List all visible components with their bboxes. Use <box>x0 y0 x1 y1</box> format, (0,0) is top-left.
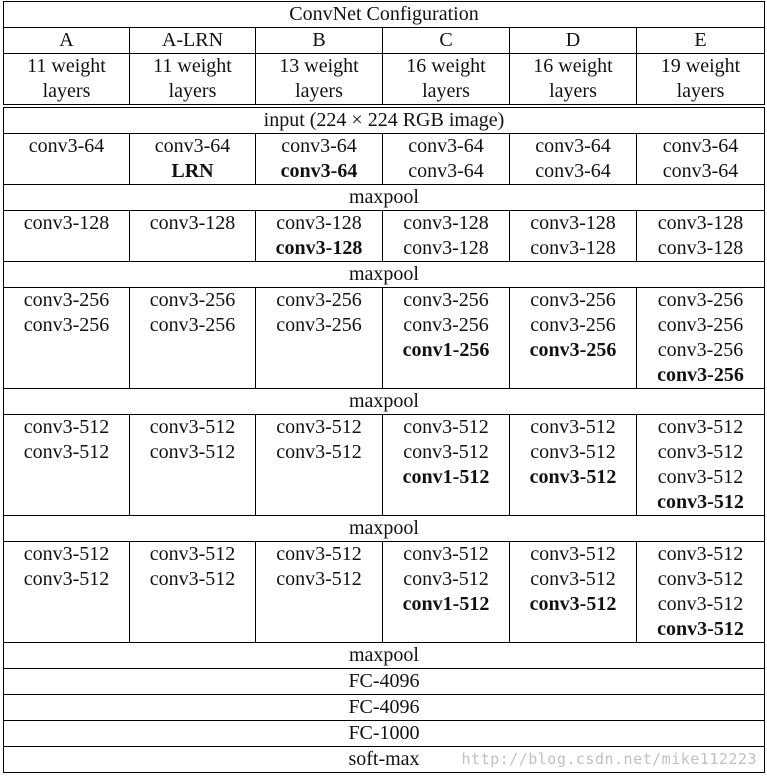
layer-line: conv3-512 <box>276 416 362 438</box>
title-row <box>4 2 765 28</box>
conv-block-row <box>4 415 765 516</box>
layer-line: conv3-512 <box>23 416 110 438</box>
layer-line: conv3-512 <box>403 416 489 438</box>
layer-cell <box>383 415 510 516</box>
layer-line: conv3-128 <box>403 212 489 234</box>
layer-line: conv3-256 <box>530 289 616 311</box>
tail-layer: FC-4096 <box>4 669 765 695</box>
column-name: C <box>383 28 510 54</box>
column-name: A <box>4 28 130 54</box>
layer-line: conv3-512 <box>657 593 744 615</box>
layer-cell <box>510 542 637 643</box>
layer-cell <box>637 415 765 516</box>
maxpool-layer-row <box>4 185 765 211</box>
depth-line: layers <box>549 80 597 102</box>
layer-line: conv3-256 <box>530 314 616 336</box>
table-title: ConvNet Configuration <box>4 2 765 28</box>
layer-line: conv3-512 <box>149 441 236 463</box>
layer-cell <box>383 288 510 389</box>
layer-cell <box>130 134 256 185</box>
layer-cell <box>510 415 637 516</box>
layer-cell <box>256 211 383 262</box>
layer-line: conv3-512 <box>23 441 110 463</box>
layer-line: conv3-512 <box>657 568 744 590</box>
layer-line: conv3-512 <box>657 618 744 640</box>
layer-cell <box>4 134 130 185</box>
depth-line: 16 weight <box>406 55 486 77</box>
layer-cell <box>510 288 637 389</box>
layer-line: conv3-64 <box>535 160 611 182</box>
depth-line: layers <box>676 80 725 102</box>
maxpool-layer: maxpool <box>4 185 765 211</box>
layer-line: conv3-256 <box>23 289 110 311</box>
depth-line: 11 weight <box>27 55 106 77</box>
layer-line: conv3-512 <box>529 593 617 615</box>
layer-line: conv3-512 <box>657 441 744 463</box>
layer-line: conv3-256 <box>657 314 744 336</box>
layer-line: conv3-512 <box>530 416 616 438</box>
layer-line: conv3-256 <box>276 289 362 311</box>
layer-cell <box>130 542 256 643</box>
column-name: D <box>510 28 637 54</box>
layer-line: conv3-128 <box>23 212 110 234</box>
maxpool-layer: maxpool <box>4 389 765 415</box>
layer-line: conv3-256 <box>657 339 744 361</box>
layer-line: conv3-64 <box>154 135 231 157</box>
conv-block-row <box>4 211 765 262</box>
layer-line: conv3-256 <box>276 314 362 336</box>
layer-line: conv3-256 <box>403 289 489 311</box>
layer-line: conv3-256 <box>149 289 236 311</box>
layer-cell <box>637 288 765 389</box>
layer-cell <box>4 288 130 389</box>
layer-cell <box>256 542 383 643</box>
layer-line: conv3-512 <box>530 441 616 463</box>
layer-cell <box>383 542 510 643</box>
layer-cell <box>256 288 383 389</box>
layer-line: conv3-512 <box>23 543 110 565</box>
layer-line: conv3-512 <box>149 416 236 438</box>
input-layer: input (224 × 224 RGB image) <box>4 106 765 134</box>
layer-line: conv3-128 <box>530 212 616 234</box>
maxpool-layer-row <box>4 262 765 288</box>
column-depth <box>637 54 765 107</box>
column-name: E <box>637 28 765 54</box>
maxpool-layer-row <box>4 516 765 542</box>
layer-line: conv1-512 <box>402 593 490 615</box>
layer-line: conv3-512 <box>657 491 744 513</box>
layer-line: conv3-512 <box>657 466 744 488</box>
layer-line: conv3-256 <box>657 289 744 311</box>
tail-layer-row <box>4 669 765 695</box>
tail-layer: soft-max <box>4 747 765 773</box>
layer-cell <box>130 288 256 389</box>
layer-line: conv3-256 <box>529 339 617 361</box>
layer-line: conv3-64 <box>28 135 105 157</box>
layer-line: conv3-64 <box>662 135 739 157</box>
depth-line: layers <box>422 80 470 102</box>
layer-line: conv3-512 <box>276 543 362 565</box>
layer-line: conv3-128 <box>657 237 744 259</box>
layer-line: conv3-128 <box>530 237 616 259</box>
input-layer-row <box>4 106 765 134</box>
layer-line: conv1-256 <box>402 339 490 361</box>
layer-cell <box>4 211 130 262</box>
column-depth <box>130 54 256 107</box>
layer-line: conv3-128 <box>657 212 744 234</box>
layer-line: conv3-512 <box>276 441 362 463</box>
layer-line: conv3-64 <box>280 160 358 182</box>
depth-line: 19 weight <box>660 55 741 77</box>
layer-line: conv3-512 <box>149 543 236 565</box>
tail-layer-row <box>4 747 765 773</box>
conv-block-row <box>4 542 765 643</box>
column-name-row <box>4 28 765 54</box>
layer-line: conv3-512 <box>657 416 744 438</box>
layer-cell <box>383 211 510 262</box>
maxpool-layer-row <box>4 389 765 415</box>
layer-line: conv3-512 <box>149 568 236 590</box>
layer-line: conv3-512 <box>403 568 489 590</box>
tail-layer-row <box>4 695 765 721</box>
depth-line: 13 weight <box>279 55 359 77</box>
layer-line: conv3-512 <box>657 543 744 565</box>
layer-cell <box>130 211 256 262</box>
depth-line: 16 weight <box>533 55 613 77</box>
layer-line: conv3-512 <box>530 543 616 565</box>
tail-layer-row <box>4 721 765 747</box>
layer-cell <box>637 542 765 643</box>
layer-line: conv3-256 <box>149 314 236 336</box>
layer-cell <box>130 415 256 516</box>
layer-line: conv3-512 <box>530 568 616 590</box>
layer-cell <box>383 134 510 185</box>
layer-line: conv3-512 <box>276 568 362 590</box>
layer-line: conv3-512 <box>529 466 617 488</box>
conv-block-row <box>4 288 765 389</box>
layer-line: conv3-64 <box>662 160 739 182</box>
maxpool-layer: maxpool <box>4 516 765 542</box>
layer-line: conv3-256 <box>403 314 489 336</box>
layer-cell <box>510 134 637 185</box>
depth-line: layers <box>168 80 217 102</box>
layer-line: conv3-128 <box>403 237 489 259</box>
layer-line: conv3-128 <box>276 212 362 234</box>
layer-line: conv3-64 <box>281 135 357 157</box>
tail-layer: maxpool <box>4 643 765 669</box>
layer-cell <box>637 134 765 185</box>
depth-line: 11 weight <box>153 55 232 77</box>
layer-line: LRN <box>171 160 214 182</box>
layer-line: conv3-128 <box>275 237 363 259</box>
layer-line: conv3-64 <box>535 135 611 157</box>
column-depth <box>4 54 130 107</box>
layer-cell <box>4 542 130 643</box>
layer-cell <box>256 134 383 185</box>
layer-line: conv1-512 <box>402 466 490 488</box>
tail-layer-row <box>4 643 765 669</box>
column-depth-row <box>4 54 765 107</box>
watermark: http://blog.csdn.net/mike112223 <box>461 750 757 768</box>
layer-line: conv3-64 <box>408 135 484 157</box>
conv-block-row <box>4 134 765 185</box>
column-depth <box>510 54 637 107</box>
layer-line: conv3-256 <box>23 314 110 336</box>
layer-line: conv3-512 <box>403 543 489 565</box>
layer-line: conv3-128 <box>149 212 236 234</box>
layer-line: conv3-256 <box>657 364 744 386</box>
column-name: B <box>256 28 383 54</box>
tail-layer: FC-1000 <box>4 721 765 747</box>
column-name: A-LRN <box>130 28 256 54</box>
layer-line: conv3-512 <box>403 441 489 463</box>
depth-line: layers <box>42 80 91 102</box>
maxpool-layer: maxpool <box>4 262 765 288</box>
convnet-configuration-table <box>3 1 765 773</box>
layer-line: conv3-64 <box>408 160 484 182</box>
layer-cell <box>256 415 383 516</box>
column-depth <box>383 54 510 107</box>
tail-layer: FC-4096 <box>4 695 765 721</box>
layer-line: conv3-512 <box>23 568 110 590</box>
layer-cell <box>4 415 130 516</box>
depth-line: layers <box>295 80 343 102</box>
layer-cell <box>637 211 765 262</box>
layer-cell <box>510 211 637 262</box>
column-depth <box>256 54 383 107</box>
